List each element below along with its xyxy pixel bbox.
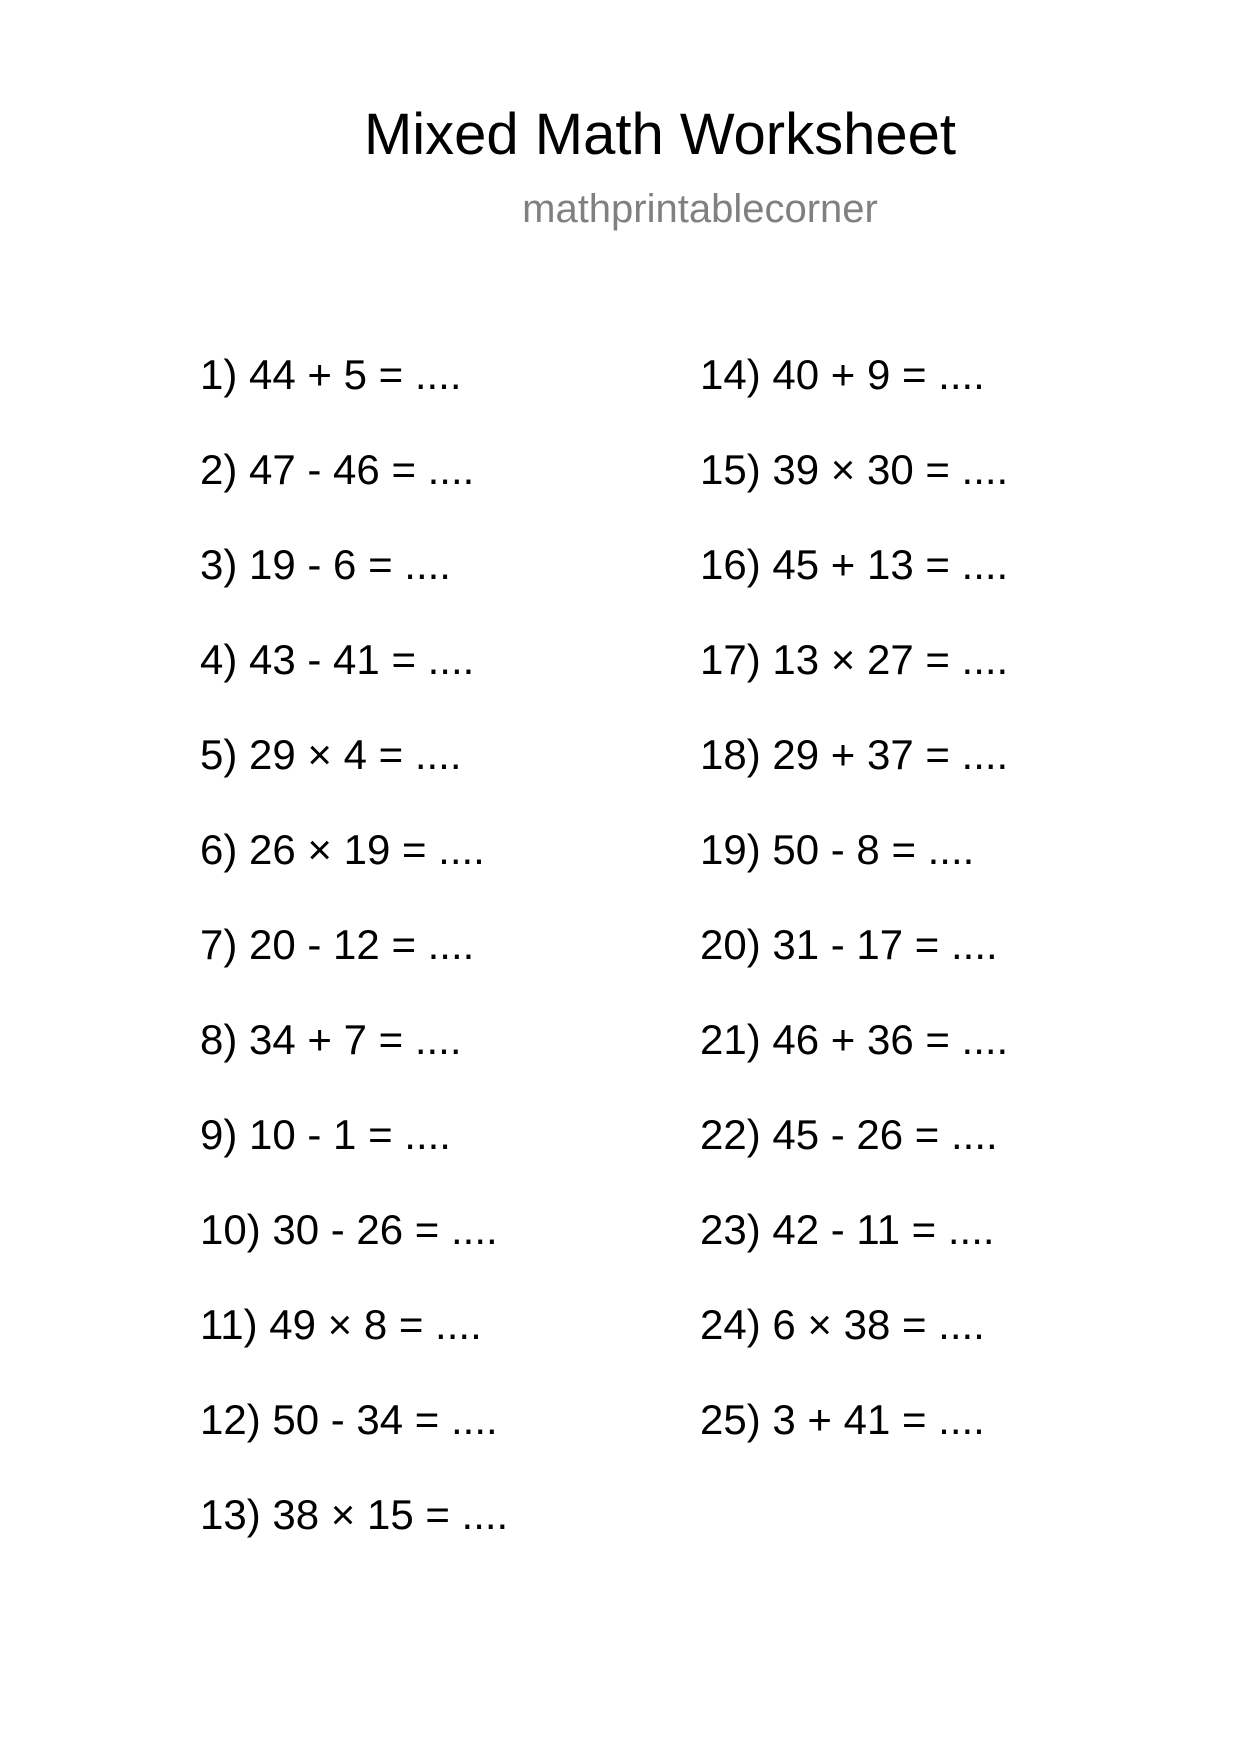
problem-7: 7) 20 - 12 = .... [200, 921, 475, 968]
problem-11: 11) 49 × 8 = .... [200, 1301, 482, 1348]
problem-14: 14) 40 + 9 = .... [700, 351, 985, 398]
problem-18: 18) 29 + 37 = .... [700, 731, 1009, 778]
problem-15: 15) 39 × 30 = .... [700, 446, 1009, 493]
problem-17: 17) 13 × 27 = .... [700, 636, 1009, 683]
problem-19: 19) 50 - 8 = .... [700, 826, 975, 873]
problem-6: 6) 26 × 19 = .... [200, 826, 485, 873]
problem-9: 9) 10 - 1 = .... [200, 1111, 451, 1158]
problem-2: 2) 47 - 46 = .... [200, 446, 475, 493]
problem-5: 5) 29 × 4 = .... [200, 731, 462, 778]
problem-13: 13) 38 × 15 = .... [200, 1491, 509, 1538]
worksheet-title: Mixed Math Worksheet [363, 102, 957, 167]
problem-column-right [700, 350, 1180, 1490]
problem-21: 21) 46 + 36 = .... [700, 1016, 1009, 1063]
problem-1: 1) 44 + 5 = .... [200, 351, 462, 398]
problem-25: 25) 3 + 41 = .... [700, 1396, 985, 1443]
problem-22: 22) 45 - 26 = .... [700, 1111, 998, 1158]
problem-3: 3) 19 - 6 = .... [200, 541, 451, 588]
problem-4: 4) 43 - 41 = .... [200, 636, 475, 683]
problem-10: 10) 30 - 26 = .... [200, 1206, 498, 1253]
problem-24: 24) 6 × 38 = .... [700, 1301, 985, 1348]
problem-column-left [200, 350, 680, 1585]
problem-23: 23) 42 - 11 = .... [700, 1206, 995, 1253]
problem-20: 20) 31 - 17 = .... [700, 921, 998, 968]
problem-8: 8) 34 + 7 = .... [200, 1016, 462, 1063]
problem-12: 12) 50 - 34 = .... [200, 1396, 498, 1443]
worksheet-subtitle: mathprintablecorner [522, 187, 878, 231]
problem-16: 16) 45 + 13 = .... [700, 541, 1009, 588]
